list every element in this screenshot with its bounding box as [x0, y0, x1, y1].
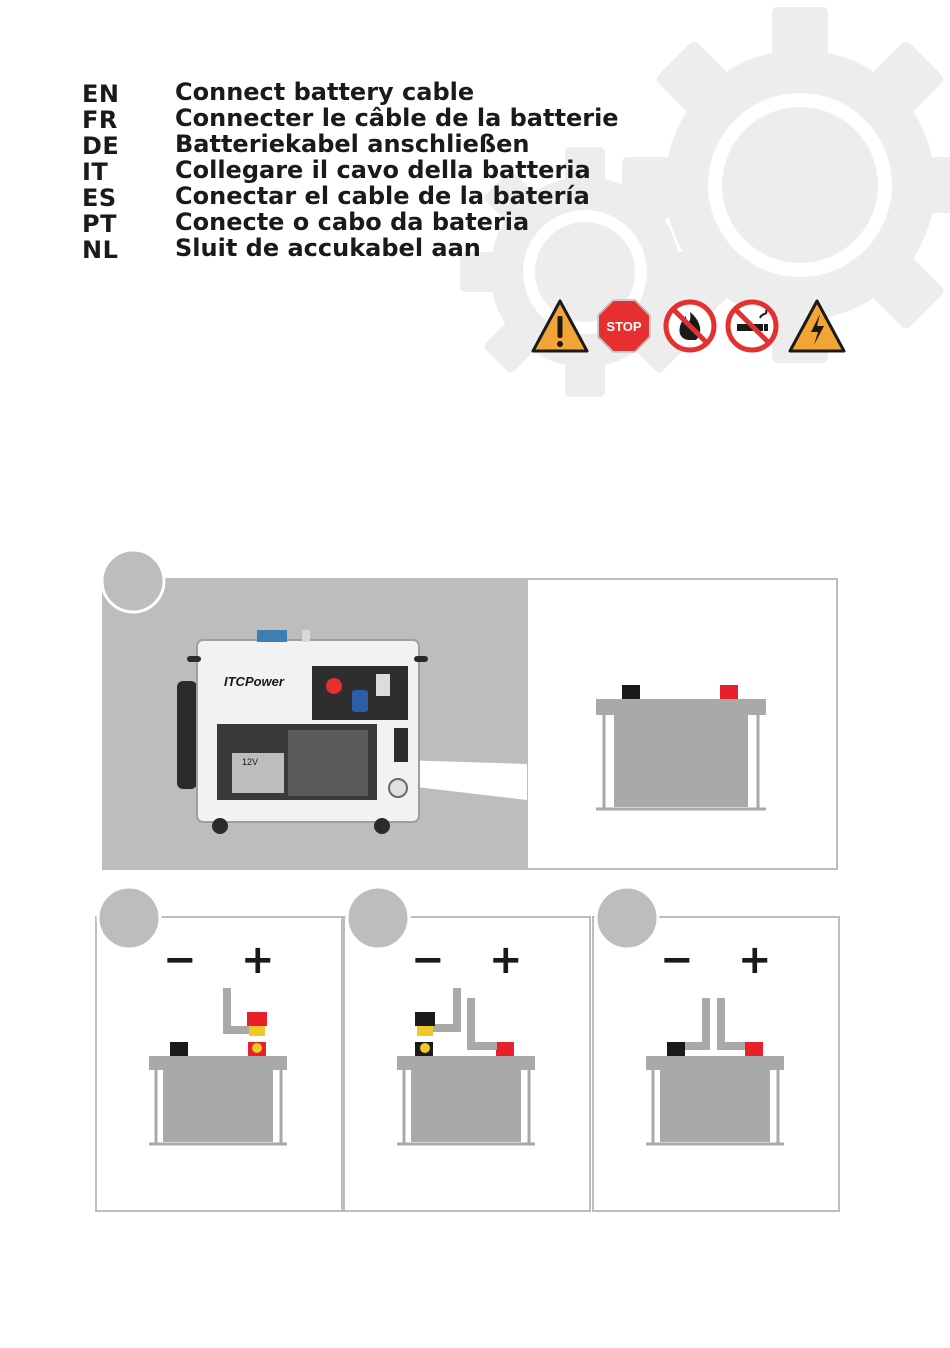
negative-symbol: − — [163, 937, 197, 983]
positive-symbol: + — [489, 937, 523, 983]
step-marker-circle-1 — [96, 885, 162, 951]
step-marker-circle-3 — [594, 885, 660, 951]
battery-icon — [149, 1042, 287, 1145]
title-text: Sluit de accukabel aan — [175, 234, 481, 262]
language-code: FR — [82, 106, 118, 134]
generator-image — [177, 630, 428, 834]
language-code: NL — [82, 236, 119, 264]
warning-exclamation-icon — [533, 301, 587, 351]
language-code: IT — [82, 158, 109, 186]
stop-sign-label: STOP — [606, 319, 642, 334]
language-code: DE — [82, 132, 120, 160]
battery-icon — [646, 1042, 784, 1145]
no-open-flame-icon — [666, 302, 714, 350]
stop-sign-icon — [598, 300, 650, 352]
title-text: Collegare il cavo della batteria — [175, 156, 591, 184]
language-code: EN — [82, 80, 120, 108]
title-text: Connect battery cable — [175, 78, 475, 106]
battery-voltage-label: 12V — [242, 757, 259, 767]
language-code: PT — [82, 210, 117, 238]
title-text: Batteriekabel anschließen — [175, 130, 530, 158]
step-marker-circle-main — [100, 548, 166, 614]
positive-symbol: + — [738, 937, 772, 983]
language-code: ES — [82, 184, 117, 212]
no-smoking-icon — [728, 302, 776, 350]
generator-battery-location-panel — [102, 578, 838, 870]
battery-icon — [596, 685, 766, 810]
battery-icon — [397, 1042, 535, 1145]
title-text: Connecter le câble de la batterie — [175, 104, 619, 132]
step-marker-circle-2 — [345, 885, 411, 951]
negative-symbol: − — [660, 937, 694, 983]
step-panel-both-connected — [592, 916, 840, 1212]
step-panel-connect-negative — [343, 916, 591, 1212]
title-text: Conectar el cable de la batería — [175, 182, 590, 210]
step-panel-connect-positive — [95, 916, 343, 1212]
generator-brand-label: ITCPower — [224, 674, 284, 689]
title-text: Conecte o cabo da bateria — [175, 208, 530, 236]
positive-symbol: + — [241, 937, 275, 983]
electrical-hazard-icon — [790, 301, 844, 351]
safety-signs — [530, 298, 850, 358]
negative-symbol: − — [411, 937, 445, 983]
